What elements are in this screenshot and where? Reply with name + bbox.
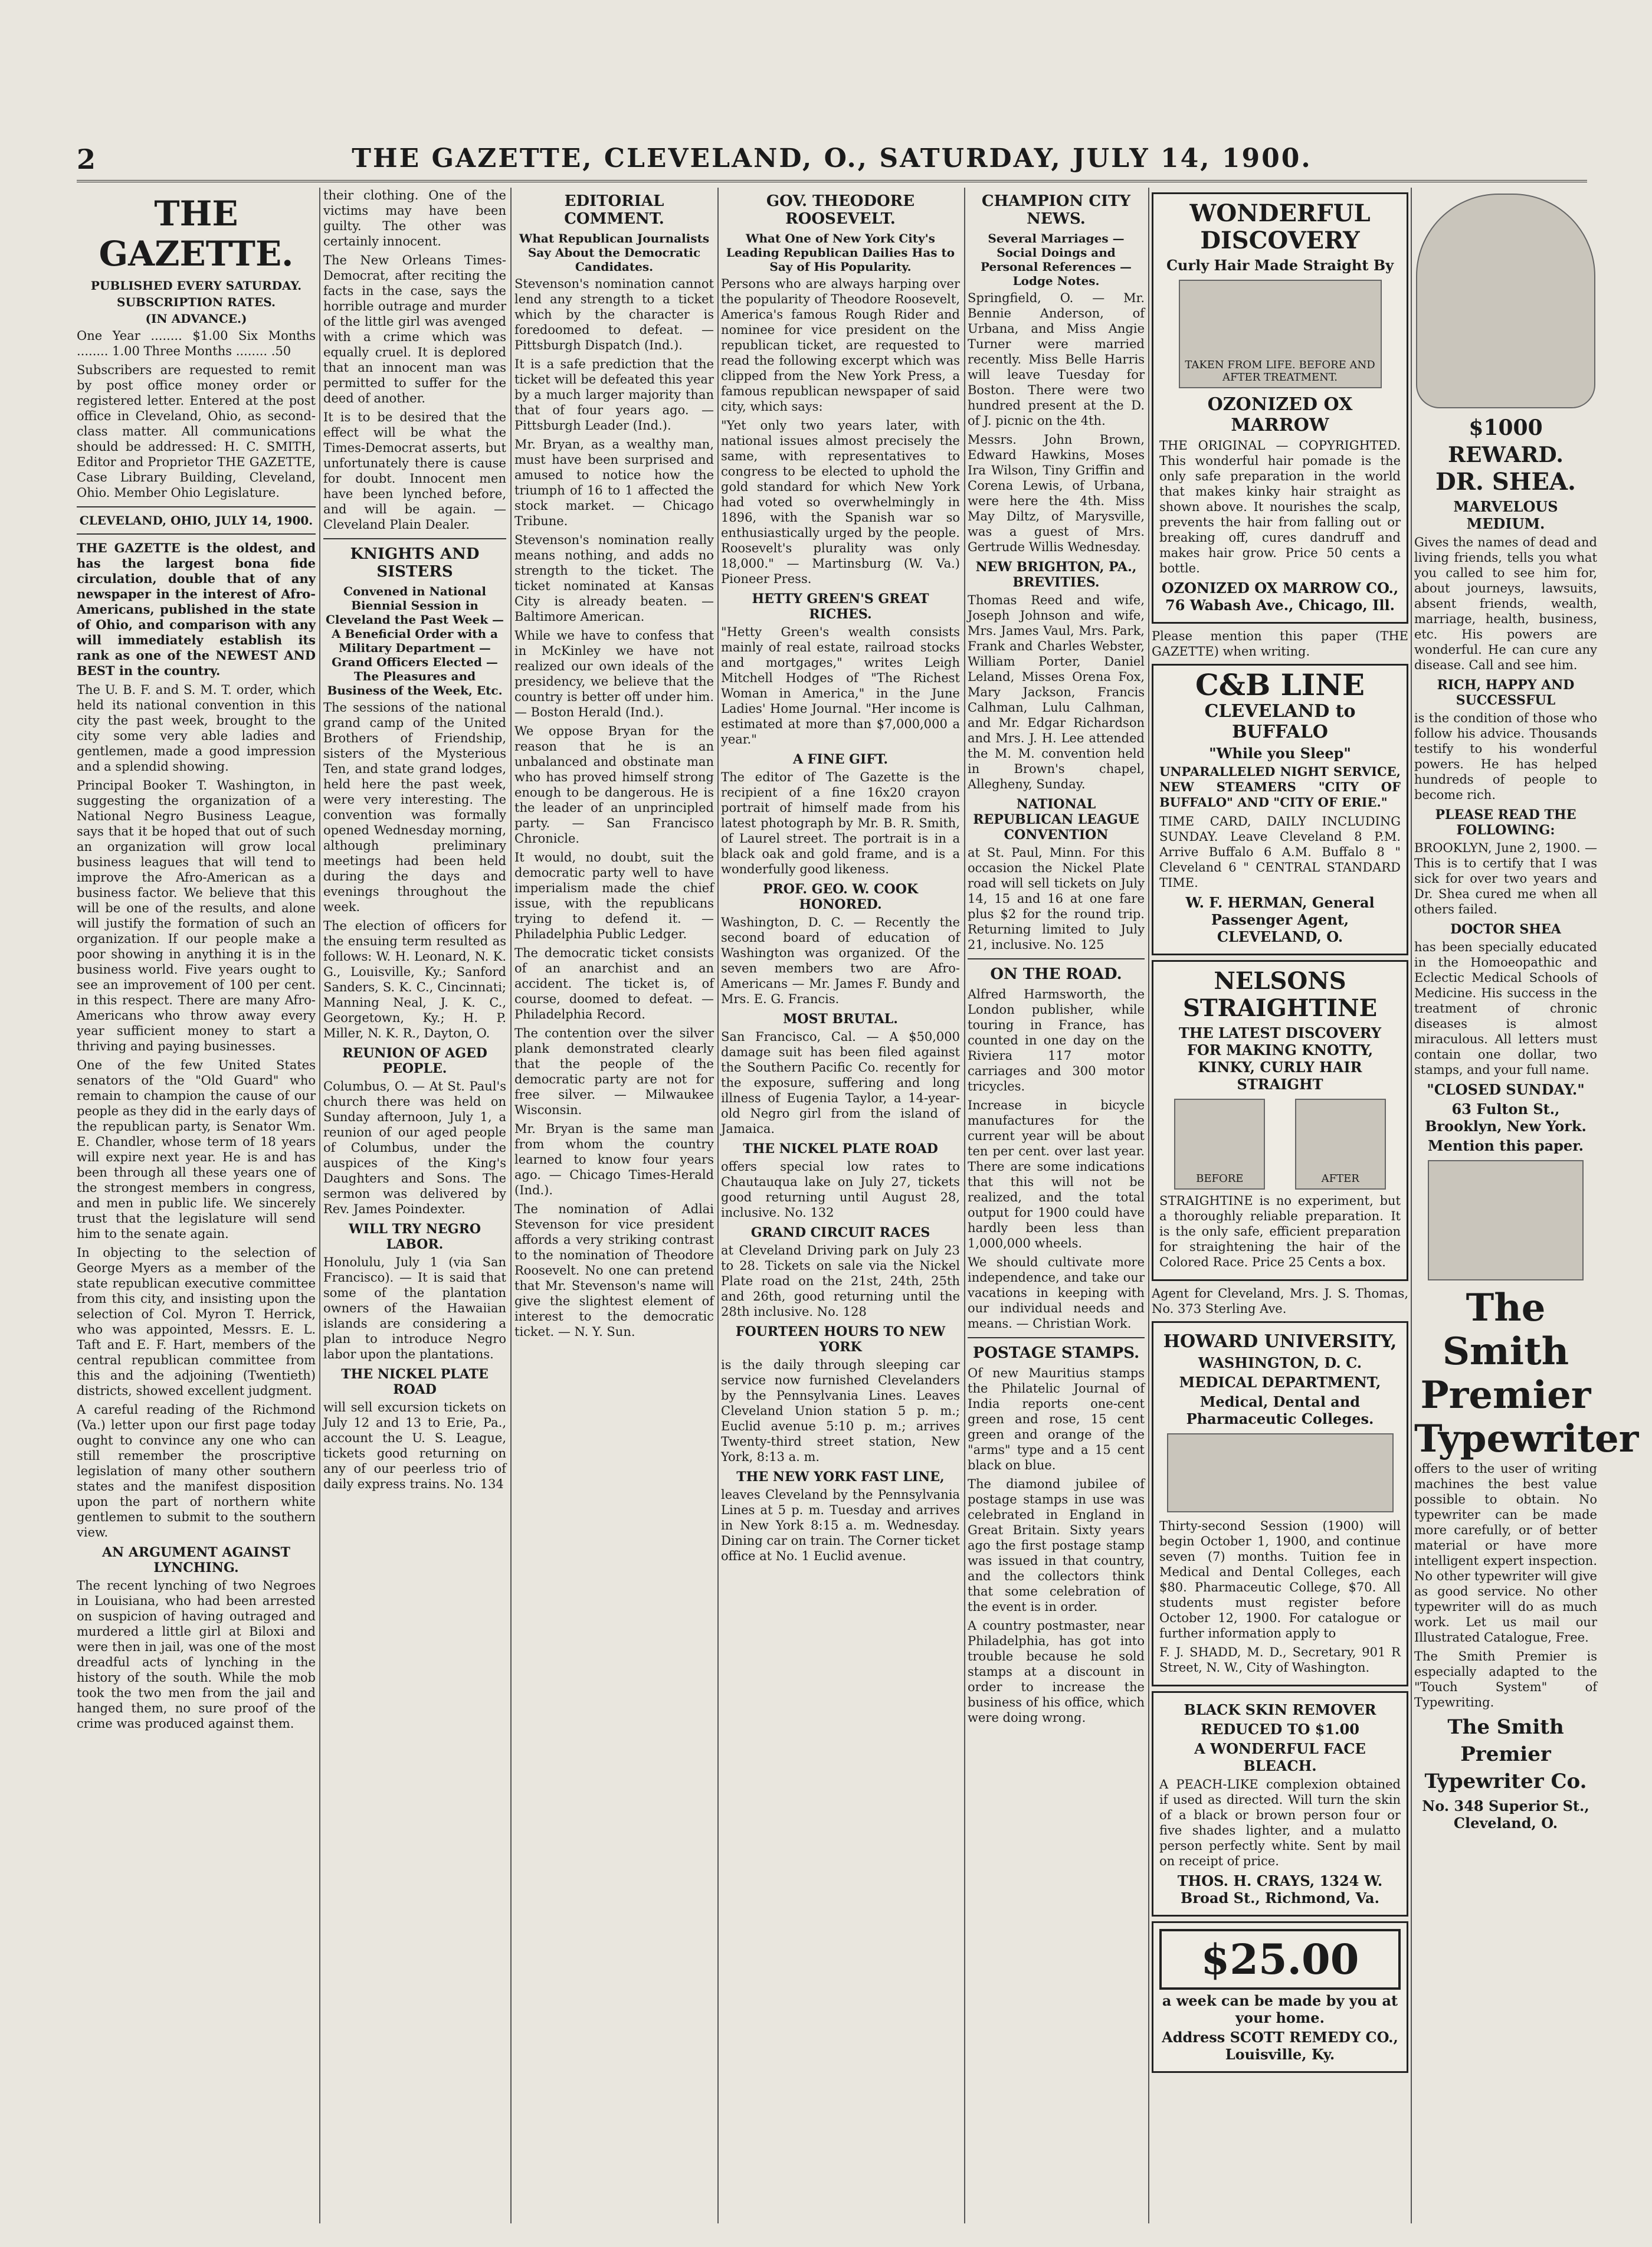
article-subheading: Several Marriages — Social Doings and Personal References — Lodge Notes. <box>980 231 1132 288</box>
closed-notice: "CLOSED SUNDAY." <box>1427 1081 1585 1098</box>
notice-text: Subscribers are requested to remit by post office money order or registered letter. Entered at the post office in Cleveland, Ohio, as second-class matter. All communications should be addressed: H. C. SMITH, Editor and Proprietor THE GAZETTE, Case Library Building, Cleveland, Ohio. Member Ohio Legislature. <box>77 363 316 500</box>
paragraph: Gives the names of dead and living friends, tells you what you called to see him for, about journeys, lawsuits, absent friends, wealth, marriage, health, business, etc. His powers are wonderful. He can cure any disease. Call and see him. <box>1414 535 1597 672</box>
ad-cb-line <box>1152 664 1408 955</box>
ad-caption: TAKEN FROM LIFE. BEFORE AND AFTER TREATMENT. <box>1185 359 1375 384</box>
column-4 <box>721 188 960 2223</box>
article-subheading: Convened in National Biennial Session in Cleveland the Past Week — A Beneficial Order with a Military Department — Grand Officers Elected — The Pleasures and Business of the Week, Etc. <box>325 584 504 697</box>
article-heading: MOST BRUTAL. <box>783 1011 898 1027</box>
paragraph: The diamond jubilee of postage stamps in use was celebrated in England in Great Britain. Sixty years ago the first postage stamp was issued in that country, and the collectors think that some celebration of the event is in order. <box>968 1477 1145 1614</box>
paragraph: leaves Cleveland by the Pennsylvania Lines at 5 p. m. Tuesday and arrives in New York 8:15 a. m. Wednesday. Dining car on train. The Corner ticket office at No. 1 Euclid avenue. <box>721 1488 960 1563</box>
article-heading: FOURTEEN HOURS TO NEW YORK <box>735 1324 946 1355</box>
column-2 <box>323 188 506 2223</box>
ad-title-line-2: Premier <box>1420 1373 1591 1417</box>
rates-heading: SUBSCRIPTION RATES. <box>117 295 276 309</box>
ad-scott-remedy <box>1152 1921 1408 2073</box>
paragraph: at Cleveland Driving park on July 23 to 28. Tickets on sale via the Nickel Plate road on the 21st, 24th, 25th and 26th, good returning until the 28th inclusive. No. 128 <box>721 1243 960 1319</box>
paragraph: Springfield, O. — Mr. Bennie Anderson, of Urbana, and Miss Angie Turner were married recently. Miss Belle Harris will leave Tuesday for Boston. There were two hundred present at the D. of J. picnic on the 4th. <box>968 291 1145 428</box>
divider <box>968 1337 1145 1338</box>
ad-product: A WONDERFUL FACE BLEACH. <box>1194 1740 1366 1774</box>
paragraph: has been specially educated in the Homoeopathic and Eclectic Medical Schools of Medicine. His success in the treatment of chronic diseases is almost miraculous. All letters must contain one dollar, two stamps, and your full name. <box>1414 940 1597 1077</box>
ad-body: STRAIGHTINE is no experiment, but a thoroughly reliable preparation. It is the only safe, efficient preparation for straightening the hair of the Colored Race. Price 25 Cents a box. <box>1159 1194 1401 1269</box>
column-rule <box>717 188 719 2223</box>
paragraph: BROOKLYN, June 2, 1900. — This is to certify that I was sick for over two years and Dr. Shea cured me when all others failed. <box>1414 841 1597 916</box>
ad-body: UNPARALLELED NIGHT SERVICE, NEW STEAMERS "CITY OF BUFFALO" AND "CITY OF ERIE." <box>1159 764 1401 810</box>
paragraph: The New Orleans Times-Democrat, after reciting the facts in the case, says the horrible outrage and murder of the little girl was avenged with a crime which was equally cruel. It is deplored that an innocent man was permitted to suffer for the deed of another. <box>323 253 506 405</box>
article-heading: A FINE GIFT. <box>792 752 889 767</box>
ad-address: Address SCOTT REMEDY CO., Louisville, Ky. <box>1162 2029 1398 2063</box>
paragraph: The sessions of the national grand camp of the United Brothers of Friendship, sisters of the Mysterious Ten, and state grand lodges, held here the past week, were very interesting. The convention was formally opened Wednesday morning, although preliminary meetings had been held during the days and evenings throughout the week. <box>323 700 506 914</box>
rates-note: (IN ADVANCE.) <box>145 312 247 326</box>
masthead <box>77 133 1587 182</box>
column-1 <box>77 188 316 2223</box>
divider <box>968 958 1145 959</box>
ad-nelsons-straightine <box>1152 960 1408 1281</box>
article-heading: WILL TRY NEGRO LABOR. <box>348 1221 481 1252</box>
article-heading: ON THE ROAD. <box>990 965 1122 983</box>
before-after-illustration <box>1179 280 1382 388</box>
paragraph: at St. Paul, Minn. For this occasion the Nickel Plate road will sell tickets on July 14, 15 and 16 at one fare plus $2 for the round trip. Returning limited to July 21, inclusive. No. 125 <box>968 846 1145 952</box>
paragraph: Honolulu, July 1 (via San Francisco). — It is said that some of the plantation owners of the Hawaiian islands are considering a plan to introduce Negro labor upon the plantations. <box>323 1255 506 1361</box>
ad-body: offers to the user of writing machines the best value possible to obtain. No typewriter can be made more carefully, or of better material or have more intelligent expert inspection. No other typewriter will give as good service. No other typewriter will do as much work. Let us mail our Illustrated Catalogue, Free. <box>1414 1462 1597 1645</box>
ad-route: CLEVELAND to BUFFALO <box>1204 701 1356 742</box>
ad-note: Please mention this paper (THE GAZETTE) when writing. <box>1152 629 1408 659</box>
ad-tagline: "While you Sleep" <box>1209 745 1351 762</box>
paragraph: is the condition of those who follow his advice. Thousands testify to his wonderful powers. He has helped hundreds of people to become rich. <box>1414 711 1597 802</box>
ad-title: NELSONS STRAIGHTINE <box>1182 967 1378 1022</box>
article-heading: RICH, HAPPY AND SUCCESSFUL <box>1437 677 1575 708</box>
ad-body: THE ORIGINAL — COPYRIGHTED. This wonderful hair pomade is the only safe preparation in the world that makes kinky hair straight as shown above. It nourishes the scalp, prevents the hair from falling out or breaking off, cures dandruff and makes hair grow. Price 50 cents a bottle. <box>1159 438 1401 575</box>
tagline: MARVELOUS MEDIUM. <box>1453 498 1558 532</box>
article-heading: KNIGHTS AND SISTERS <box>350 545 480 581</box>
article-heading: CHAMPION CITY NEWS. <box>981 192 1131 228</box>
ad-colleges: Medical, Dental and Pharmaceutic Colleges. <box>1186 1393 1374 1427</box>
paragraph: The democratic ticket consists of an anarchist and an accident. The ticket is, of course, doomed to defeat. — Philadelphia Record. <box>514 946 714 1021</box>
paragraph: It is to be desired that the effect will be what the Times-Democrat asserts, but unfortunately there is cause for doubt. Innocent men have been lynched before, and will be again. — Cleveland Plain Dealer. <box>323 410 506 532</box>
article-heading: REUNION OF AGED PEOPLE. <box>342 1046 487 1076</box>
building-illustration <box>1167 1433 1394 1512</box>
published-line: PUBLISHED EVERY SATURDAY. <box>90 279 302 293</box>
ad-company: THOS. H. CRAYS, 1324 W. Broad St., Richmond, Va. <box>1177 1872 1383 1907</box>
paragraph: Thomas Reed and wife, Joseph Johnson and wife, Mrs. James Vaul, Mrs. Park, Frank and Charles Webster, William Porter, Daniel Leland, Misses Orena Fox, Mary Jackson, Francis Calhman, Lulu Calhman, and Mr. Edgar Richardson and Mrs. J. H. Lee attended the M. M. convention held in Brown's chapel, Allegheny, Sunday. <box>968 593 1145 791</box>
column-rule <box>964 188 965 2223</box>
ad-contact: F. J. SHADD, M. D., Secretary, 901 R Street, N. W., City of Washington. <box>1159 1645 1401 1675</box>
paragraph: "Yet only two years later, with national issues almost precisely the same, with representatives to congress to be elected to uphold the gold standard for which New York had voted so overwhelmingly in 1896, with the Spanish war so enthusiastically urged by the people. Roosevelt's plurality was only 18,000." — Martinsburg (W. Va.) Pioneer Press. <box>721 418 960 586</box>
paragraph: One of the few United States senators of the "Old Guard" who remain to champion the cause of our people as they did in the early days of the republican party, is Senator Wm. E. Chandler, whose term of 18 years will expire next year. He is and has been through all these years one of the strongest members in congress, and men in public life. We sincerely trust that the legislature will send him to the senate again. <box>77 1058 316 1241</box>
mention-note: Mention this paper. <box>1428 1137 1584 1154</box>
column-rule <box>510 188 512 2223</box>
paragraph: Increase in bicycle manufactures for the current year will be about ten per cent. over last year. There are some indications that this will not be realized, and the total output for 1900 could have hardly been less than 1,000,000 wheels. <box>968 1098 1145 1250</box>
paragraph: The editor of The Gazette is the recipient of a fine 16x20 crayon portrait of himself made from his latest photograph by Mr. B. R. Smith, of Laurel street. The portrait is in a black oak and gold frame, and is a wonderfully good likeness. <box>721 770 960 876</box>
ad-title: WONDERFUL DISCOVERY <box>1189 199 1371 254</box>
lead-paragraph: THE GAZETTE is the oldest, and has the largest bona fide circulation, double that of any newspaper in the interest of Afro-Americans, published in the state of Ohio, and comparison with any will immediately establish its rank as one of the NEWEST AND BEST in the country. <box>77 541 316 678</box>
ad-price: $25.00 <box>1159 1929 1401 1990</box>
article-heading: DOCTOR SHEA <box>1450 922 1561 937</box>
after-illustration <box>1295 1099 1386 1190</box>
paragraph: Mr. Bryan, as a wealthy man, must have been surprised and amused to notice how the triumph of 16 to 1 affected the stock market. — Chicago Tribune. <box>514 437 714 528</box>
paragraph: We should cultivate more independence, and take our vacations in keeping with our individual needs and means. — Christian Work. <box>968 1255 1145 1331</box>
paragraph: The election of officers for the ensuing term resulted as follows: W. H. Leonard, N. K. G., Louisville, Ky.; Sanford Sanders, S. K. C., Cincinnati; Manning Neal, J. K. C., Georgetown, Ky.; H. P. Miller, N. K. R., Dayton, O. <box>323 919 506 1040</box>
paragraph: It would, no doubt, suit the democratic party well to have imperialism made the chief issue, with the republicans trying to defend it. — Philadelphia Public Ledger. <box>514 850 714 941</box>
paragraph: A careful reading of the Richmond (Va.) letter upon our first page today ought to convince any one who can still remember the proscriptive legislation of many other southern states and the manifest disposition upon the part of northern white gentlemen to submit to the southern view. <box>77 1403 316 1540</box>
ad-title: HOWARD UNIVERSITY, <box>1163 1331 1397 1352</box>
ad-department: MEDICAL DEPARTMENT, <box>1179 1374 1381 1391</box>
before-label: BEFORE <box>1196 1172 1244 1185</box>
paragraph: The U. B. F. and S. M. T. order, which held its national convention in this city the past week, brought to the city some very able ladies and gentlemen, made a good impression and a splendid showing. <box>77 683 316 774</box>
paragraph: The recent lynching of two Negroes in Louisiana, who had been arrested on suspicion of having outraged and murdered a little girl at Biloxi and were then in jail, was one of the most dreadful acts of lynching in the history of the south. While the mob took the two men from the jail and hanged them, no sure proof of the crime was produced against them. <box>77 1578 316 1731</box>
article-subheading: What One of New York City's Leading Republican Dailies Has to Say of His Popularity. <box>726 231 955 274</box>
paragraph: "Hetty Green's wealth consists mainly of real estate, railroad stocks and mortgages," writes Leigh Mitchell Hodges of "The Richest Woman in America," in the June Ladies' Home Journal. "Her income is estimated at more than $7,000,000 a year." <box>721 625 960 746</box>
article-heading: GRAND CIRCUIT RACES <box>750 1225 930 1240</box>
column-6-ads <box>1152 188 1408 2223</box>
ad-howard-university <box>1152 1321 1408 1686</box>
dateline: CLEVELAND, OHIO, JULY 14, 1900. <box>79 513 313 528</box>
cb-logo: C&B LINE <box>1195 667 1365 702</box>
ad-company: OZONIZED OX MARROW CO., 76 Wabash Ave., Chicago, Ill. <box>1161 579 1399 614</box>
after-label: AFTER <box>1321 1172 1359 1185</box>
ad-city: WASHINGTON, D. C. <box>1198 1354 1362 1371</box>
ad-ox-marrow <box>1152 192 1408 624</box>
address: 63 Fulton St., Brooklyn, New York. <box>1425 1100 1587 1135</box>
ad-subtitle: Curly Hair Made Straight By <box>1166 257 1394 274</box>
article-heading: POSTAGE STAMPS. <box>972 1344 1140 1362</box>
column-rule <box>1148 188 1149 2223</box>
page-number: 2 <box>77 143 96 175</box>
ad-text: a week can be made by you at your home. <box>1162 1992 1398 2026</box>
paragraph: Messrs. John Brown, Edward Hawkins, Moses Ira Wilson, Tiny Griffin and Corena Lewis, of Urbana, were here the 4th. Miss May Diltz, of Marysville, was a guest of Mrs. Gertrude Willis Wednesday. <box>968 433 1145 554</box>
ad-price-banner: REDUCED TO $1.00 <box>1201 1721 1359 1738</box>
article-heading: PLEASE READ THE FOLLOWING: <box>1435 807 1576 838</box>
paragraph: San Francisco, Cal. — A $50,000 damage suit has been filed against the Southern Pacific Co. recently for the exposure, suffering and long illness of Eugenia Taylor, a 14-year-old Negro girl from the island of Jamaica. <box>721 1030 960 1136</box>
typewriter-illustration <box>1428 1160 1584 1280</box>
paragraph: Stevenson's nomination cannot lend any strength to a ticket which by the character is foredoomed to defeat. — Pittsburgh Dispatch (Ind.). <box>514 277 714 352</box>
ad-face-bleach <box>1152 1691 1408 1917</box>
article-heading: NATIONAL REPUBLICAN LEAGUE CONVENTION <box>973 797 1139 843</box>
ad-address: No. 348 Superior St., Cleveland, O. <box>1422 1797 1589 1832</box>
ad-title: BLACK SKIN REMOVER <box>1184 1701 1376 1718</box>
article-heading: THE NICKEL PLATE ROAD <box>341 1367 489 1397</box>
divider <box>77 506 316 507</box>
ad-note: The Smith Premier is especially adapted to the "Touch System" of Typewriting. <box>1414 1649 1597 1709</box>
paragraph: In objecting to the selection of George Myers as a member of the state republican executive committee from this city, and insisting upon the selection of Col. Myron T. Herrick, who was appointed, Messrs. E. L. Taft and E. F. Hart, members of the central republican committee from this and the adjoining (Twentieth) districts, showed excellent judgment. <box>77 1246 316 1398</box>
ad-title-line-1: The Smith <box>1442 1286 1569 1374</box>
paragraph: will sell excursion tickets on July 12 and 13 to Erie, Pa., account the U. S. League, tickets good returning on any of our peerless trio of daily express trains. No. 134 <box>323 1400 506 1491</box>
article-heading: THE NICKEL PLATE ROAD <box>743 1141 938 1157</box>
column-3 <box>514 188 714 2223</box>
ad-product: OZONIZED OX MARROW <box>1207 394 1353 435</box>
paragraph: offers special low rates to Chautauqua lake on July 27, tickets good returning until August 28, inclusive. No. 132 <box>721 1159 960 1220</box>
column-rule <box>1411 188 1412 2223</box>
doctor-name: DR. SHEA. <box>1435 468 1576 496</box>
paragraph: Mr. Bryan is the same man from whom the country learned to know four years ago. — Chicago Times-Herald (Ind.). <box>514 1122 714 1197</box>
paragraph: The contention over the silver plank demonstrated clearly that the people of the democratic party are not for free silver. — Milwaukee Wisconsin. <box>514 1026 714 1117</box>
column-rule <box>319 188 320 2223</box>
paragraph: We oppose Bryan for the reason that he is an unbalanced and obstinate man who has proved himself strong enough to be dangerous. He is the leader of an unprincipled party. — San Francisco Chronicle. <box>514 724 714 846</box>
article-heading: PROF. GEO. W. COOK HONORED. <box>762 882 919 912</box>
article-heading: THE NEW YORK FAST LINE, <box>736 1469 945 1485</box>
ad-title-line-3: Typewriter <box>1414 1417 1639 1461</box>
paragraph: their clothing. One of the victims may have been guilty. The other was certainly innocent. <box>323 188 506 248</box>
column-7 <box>1414 188 1639 2223</box>
paragraph: While we have to confess that in McKinley we have not realized our own ideals of the presidency, we believe that the country is better off under him. — Boston Herald (Ind.). <box>514 628 714 719</box>
nameplate: THE GAZETTE. <box>99 194 294 274</box>
paragraph: Persons who are always harping over the popularity of Theodore Roosevelt, America's famous Rough Rider and nominee for vice president on the republican ticket, are requested to read the following excerpt which was clipped from the New York Press, a famous republican newspaper of said city, which says: <box>721 277 960 414</box>
rates-text: One Year ........ $1.00 Six Months ........ 1.00 Three Months ........ .50 <box>77 329 316 358</box>
ad-subtitle: THE LATEST DISCOVERY FOR MAKING KNOTTY, KINKY, CURLY HAIR STRAIGHT <box>1178 1024 1382 1093</box>
column-5 <box>968 188 1145 2223</box>
ad-agent: W. F. HERMAN, General Passenger Agent, CLEVELAND, O. <box>1185 894 1375 945</box>
reward-heading: $1000 REWARD. <box>1448 415 1564 467</box>
article-heading: GOV. THEODORE ROOSEVELT. <box>766 192 915 228</box>
article-heading: HETTY GREEN'S GREAT RICHES. <box>752 591 929 622</box>
masthead-title: THE GAZETTE, CLEVELAND, O., SATURDAY, JULY 14, 1900. <box>352 143 1312 173</box>
ad-footer: The Smith Premier Typewriter Co. <box>1424 1715 1587 1793</box>
dr-shea-portrait <box>1416 194 1595 408</box>
paragraph: It is a safe prediction that the ticket will be defeated this year by a much larger majority than that of four years ago. — Pittsburgh Leader (Ind.). <box>514 357 714 433</box>
paragraph: Columbus, O. — At St. Paul's church there was held on Sunday afternoon, July 1, a reunion of our aged people of Columbus, under the auspices of the King's Daughters and Sons. The sermon was delivered by Rev. James Poindexter. <box>323 1079 506 1216</box>
paragraph: Principal Booker T. Washington, in suggesting the organization of a National Negro Business League, says that it be hoped that out of such an organization will grow local business leagues that will tend to improve the Afro-American as a business factor. We believe that this will be one of the results, and alone will justify the formation of such an organization. If our people make a poor showing in anything it is in the business world. Five years ought to see an improvement of 100 per cent. in this respect. There are many Afro-Americans who throw away every year sufficient money to start a thriving and paying businesses. <box>77 778 316 1053</box>
ad-timetable: TIME CARD, DAILY INCLUDING SUNDAY. Leave Cleveland 8 P.M. Arrive Buffalo 6 A.M. Buffalo 8 " Cleveland 6 " CENTRAL STANDARD TIME. <box>1159 814 1401 890</box>
paragraph: A country postmaster, near Philadelphia, has got into trouble because he sold stamps at a discount in order to increase the business of his office, which were doing wrong. <box>968 1619 1145 1725</box>
ad-body: Thirty-second Session (1900) will begin October 1, 1900, and continue seven (7) months. Tuition fee in Medical and Dental Colleges, each $80. Pharmaceutic College, $70. All students must register before October 12, 1900. For catalogue or further information apply to <box>1159 1519 1401 1640</box>
divider <box>323 538 506 539</box>
paragraph: Alfred Harmsworth, the London publisher, while touring in France, has counted in one day on the Riviera 117 motor carriages and 300 motor tricycles. <box>968 987 1145 1093</box>
before-illustration <box>1174 1099 1265 1190</box>
article-subheading: What Republican Journalists Say About the Democratic Candidates. <box>519 231 710 274</box>
paragraph: Washington, D. C. — Recently the second board of education of Washington was organized. Of the seven members two are Afro-Americans — Mr. James F. Bundy and Mrs. E. G. Francis. <box>721 915 960 1006</box>
paragraph: Stevenson's nomination really means nothing, and adds no strength to the ticket. The ticket nominated at Kansas City is already beaten. — Baltimore American. <box>514 533 714 624</box>
paragraph: Of new Mauritius stamps the Philatelic Journal of India reports one-cent green and rose, 15 cent green and orange of the "arms" type and a 15 cent black on blue. <box>968 1366 1145 1472</box>
paragraph: is the daily through sleeping car service now furnished Clevelanders by the Pennsylvania Lines. Leaves Cleveland Union station 5 p. m.; Euclid avenue 5:10 p. m.; arrives Twenty-third street station, New York, 8:13 a. m. <box>721 1358 960 1464</box>
paragraph: The nomination of Adlai Stevenson for vice president affords a very striking contrast to the nomination of Theodore Roosevelt. No one can pretend that Mr. Stevenson's name will give the slightest element of interest to the democratic ticket. — N. Y. Sun. <box>514 1202 714 1339</box>
article-heading: AN ARGUMENT AGAINST LYNCHING. <box>101 1545 290 1575</box>
ad-body: A PEACH-LIKE complexion obtained if used as directed. Will turn the skin of a black or brown person four or five shades lighter, and a mulatto person perfectly white. Sent by mail on receipt of price. <box>1159 1777 1401 1868</box>
divider <box>77 533 316 535</box>
ad-note: Agent for Cleveland, Mrs. J. S. Thomas, No. 373 Sterling Ave. <box>1152 1286 1408 1316</box>
article-heading: NEW BRIGHTON, PA., BREVITIES. <box>975 559 1137 590</box>
article-heading: EDITORIAL COMMENT. <box>564 192 664 228</box>
